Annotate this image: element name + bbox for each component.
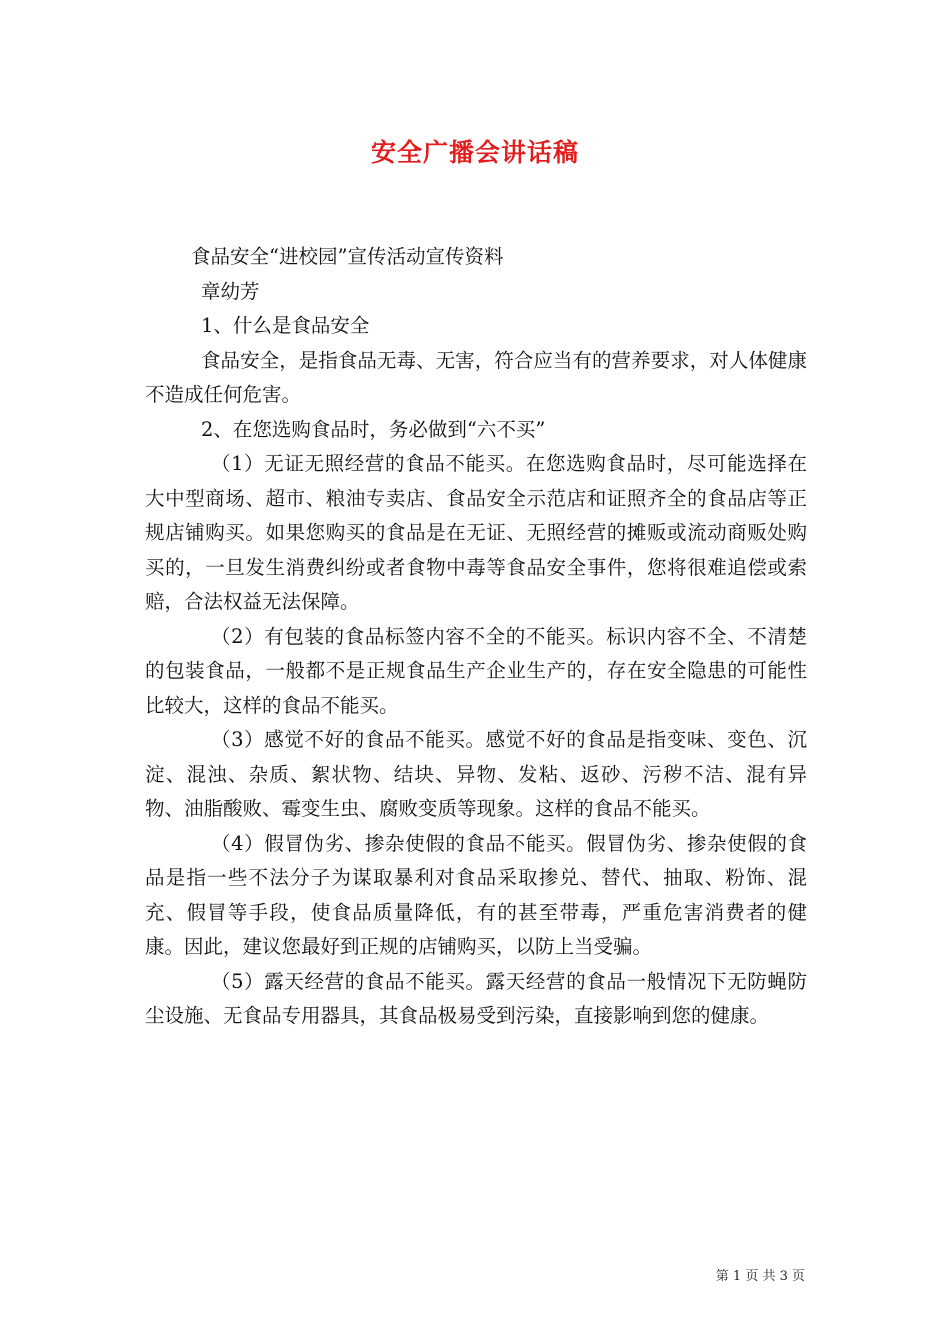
section-text-1: 食品安全，是指食品无毒、无害，符合应当有的营养要求，对人体健康不造成任何危害。 xyxy=(145,348,807,406)
list-item: （5）露天经营的食品不能买。露天经营的食品一般情况下无防蝇防尘设施、无食品专用器具，其食品极易受到污染，直接影响到您的健康。 xyxy=(145,969,807,1027)
list-item: （4）假冒伪劣、掺杂使假的食品不能买。假冒伪劣、掺杂使假的食品是指一些不法分子为谋取暴利对食品采取掺兑、替代、抽取、粉饰、混充、假冒等手段，使食品质量降低，有的甚至带毒，严重危害消费者的健康。因此，建议您最好到正规的店铺购买，以防上当受骗。 xyxy=(145,831,807,958)
list-item: （2）有包装的食品标签内容不全的不能买。标识内容不全、不清楚的包装食品，一般都不是正规食品生产企业生产的，存在安全隐患的可能性比较大，这样的食品不能买。 xyxy=(145,624,807,717)
list-item: （3）感觉不好的食品不能买。感觉不好的食品是指变味、变色、沉淀、混浊、杂质、絮状物、结块、异物、发粘、返砂、污秽不洁、混有异物、油脂酸败、霉变生虫、腐败变质等现象。这样的食品不能买。 xyxy=(145,728,807,820)
section-heading-1: 1、什么是食品安全 xyxy=(201,314,370,337)
author-name: 章幼芳 xyxy=(201,279,260,303)
section-heading-2: 2、在您选购食品时，务必做到“六不买” xyxy=(201,417,546,441)
list-item: （1）无证无照经营的食品不能买。在您选购食品时，尽可能选择在大中型商场、超市、粮油专卖店、食品安全示范店和证照齐全的食品店等正规店铺购买。如果您购买的食品是在无证、无照经营的摊贩或流动商贩处购买的，一旦发生消费纠纷或者食物中毒等食品安全事件，您将很难追偿或索赔，合法权益无法保障。 xyxy=(145,452,807,613)
subtitle: 食品安全“进校园”宣传活动宣传资料 xyxy=(191,245,504,268)
page-number: 第 1 页 共 3 页 xyxy=(715,1269,805,1284)
document-title: 安全广播会讲话稿 xyxy=(370,138,579,167)
document-body xyxy=(145,240,807,1034)
